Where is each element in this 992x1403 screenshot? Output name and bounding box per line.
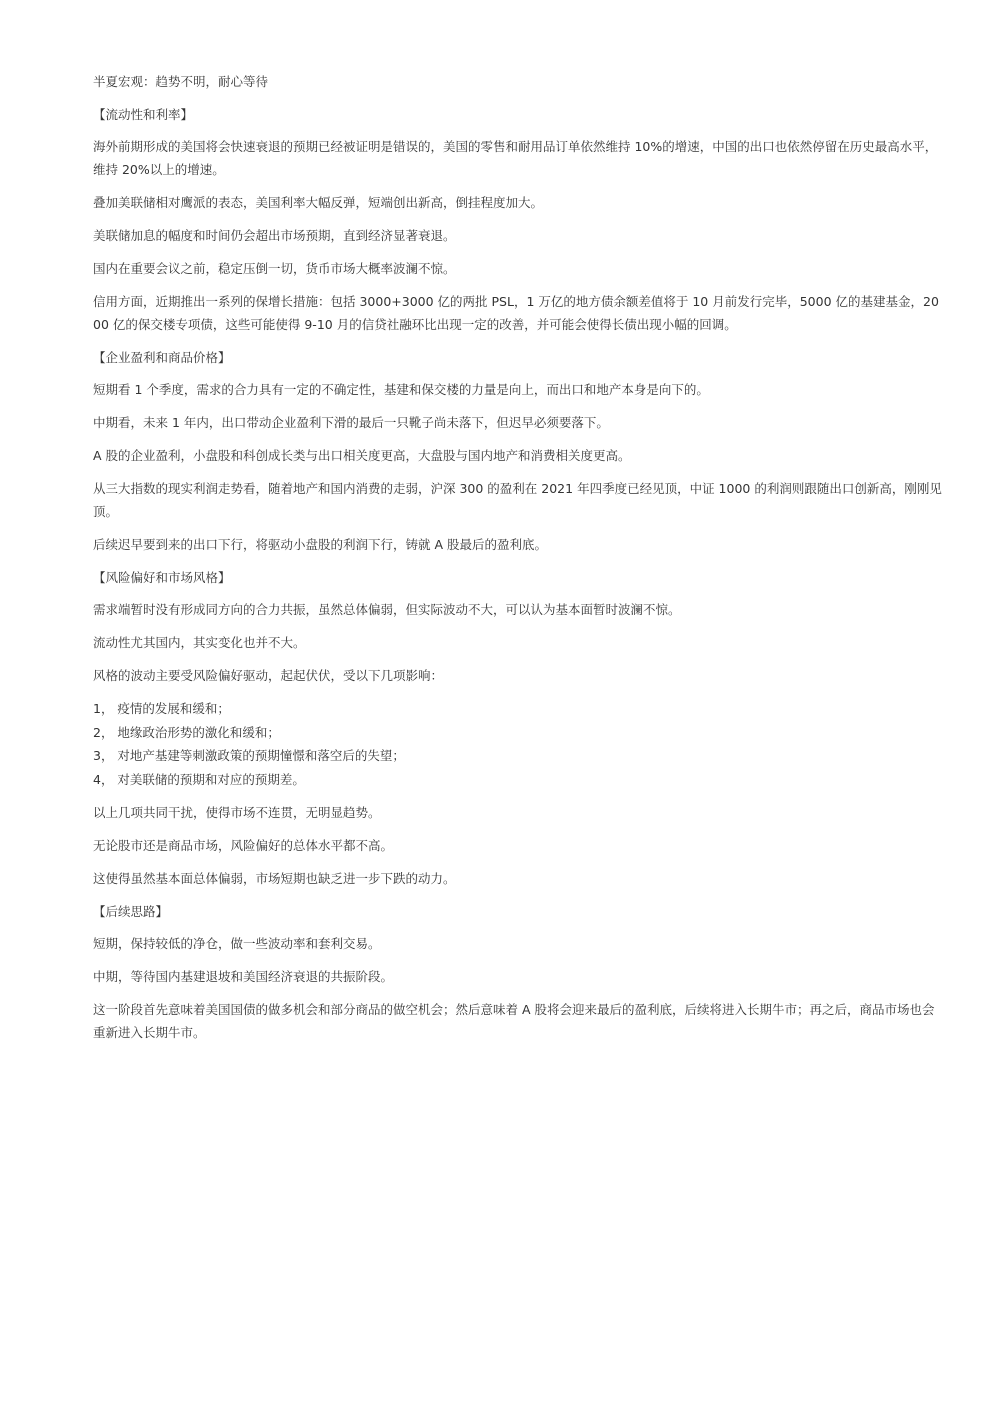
paragraph: 需求端暂时没有形成同方向的合力共振，虽然总体偏弱，但实际波动不大，可以认为基本面暂时波澜不惊。 — [93, 602, 681, 617]
paragraph: 海外前期形成的美国将会快速衰退的预期已经被证明是错误的，美国的零售和耐用品订单依然维持 10%的增速，中国的出口也依然停留在历史最高水平，维持 20%以上的增速。 — [93, 139, 938, 177]
list-item: 1， 疫情的发展和缓和； — [93, 701, 230, 716]
paragraph: 后续迟早要到来的出口下行，将驱动小盘股的利润下行，铸就 A 股最后的盈利底。 — [93, 537, 547, 552]
paragraph: 从三大指数的现实利润走势看，随着地产和国内消费的走弱，沪深 300 的盈利在 2021 年四季度已经见顶，中证 1000 的利润则跟随出口创新高，刚刚见顶。 — [93, 481, 942, 519]
paragraph: 中期，等待国内基建退坡和美国经济衰退的共振阶段。 — [93, 969, 394, 984]
section-heading-liquidity: 【流动性和利率】 — [93, 107, 194, 122]
section-heading-risk: 【风险偏好和市场风格】 — [93, 570, 231, 585]
paragraph: 这使得虽然基本面总体偏弱，市场短期也缺乏进一步下跌的动力。 — [93, 871, 456, 886]
paragraph: 美联储加息的幅度和时间仍会超出市场预期，直到经济显著衰退。 — [93, 228, 456, 243]
paragraph: 流动性尤其国内，其实变化也并不大。 — [93, 635, 306, 650]
factor-list — [93, 697, 942, 791]
list-item: 2， 地缘政治形势的激化和缓和； — [93, 724, 280, 740]
paragraph: 这一阶段首先意味着美国国债的做多机会和部分商品的做空机会；然后意味着 A 股将会迎来最后的盈利底，后续将进入长期牛市；再之后，商品市场也会重新进入长期牛市。 — [93, 1002, 935, 1040]
paragraph: 无论股市还是商品市场，风险偏好的总体水平都不高。 — [93, 838, 394, 853]
paragraph: 风格的波动主要受风险偏好驱动，起起伏伏，受以下几项影响： — [93, 668, 444, 683]
paragraph: 以上几项共同干扰，使得市场不连贯，无明显趋势。 — [93, 805, 381, 820]
paragraph: A 股的企业盈利，小盘股和科创成长类与出口相关度更高，大盘股与国内地产和消费相关度更高。 — [93, 448, 631, 463]
section-heading-outlook: 【后续思路】 — [93, 904, 169, 919]
paragraph: 国内在重要会议之前，稳定压倒一切，货币市场大概率波澜不惊。 — [93, 261, 456, 276]
paragraph: 短期看 1 个季度，需求的合力具有一定的不确定性，基建和保交楼的力量是向上，而出口和地产本身是向下的。 — [93, 382, 709, 397]
paragraph: 信用方面，近期推出一系列的保增长措施：包括 3000+3000 亿的两批 PSL，1 万亿的地方债余额差值将于 10 月前发行完毕，5000 亿的基建基金，2000 亿的保交楼专项债，这些可能使得 9-10 月的信贷社融环比出现一定的改善，并可能会使得长债出现小幅的回调。 — [93, 294, 939, 332]
paragraph: 叠加美联储相对鹰派的表态，美国利率大幅反弹，短端创出新高，倒挂程度加大。 — [93, 195, 544, 210]
paragraph: 短期，保持较低的净仓，做一些波动率和套利交易。 — [93, 936, 381, 951]
list-item: 3， 对地产基建等刺激政策的预期憧憬和落空后的失望； — [93, 748, 405, 763]
section-heading-earnings: 【企业盈利和商品价格】 — [93, 350, 231, 365]
paragraph: 中期看，未来 1 年内，出口带动企业盈利下滑的最后一只靴子尚未落下，但迟早必须要落下。 — [93, 415, 609, 430]
document-title: 半夏宏观：趋势不明，耐心等待 — [93, 74, 269, 89]
list-item: 4， 对美联储的预期和对应的预期差。 — [93, 771, 305, 787]
